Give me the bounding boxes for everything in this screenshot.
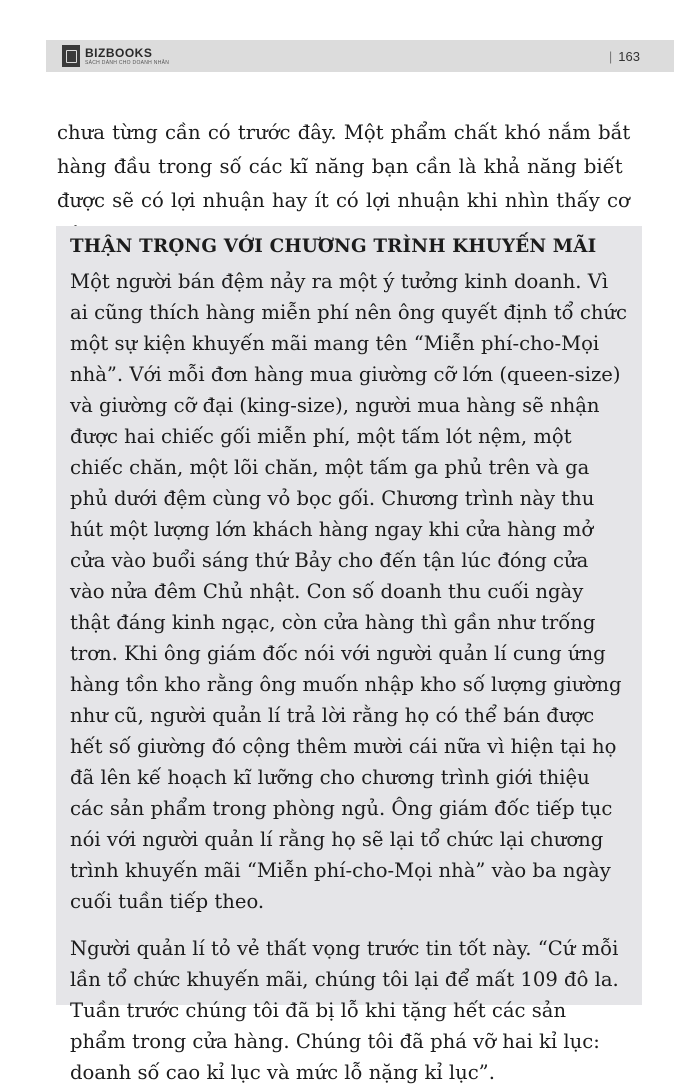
publisher-logo [62,45,169,67]
brand-tagline: SÁCH DÀNH CHO DOANH NHÂN [85,59,170,66]
brand-name: BIZBOOKS [85,45,153,60]
box-paragraph: Một người bán đệm nảy ra một ý tưởng kinh doanh. Vì ai cũng thích hàng miễn phí nên ông quyết định tổ chức một sự kiện khuyến mãi mang tên “Miễn phí-cho-Mọi nhà”. Với mỗi đơn hàng mua giường cỡ lớn (queen-size) và giường cỡ đại (king-size), người mua hàng sẽ nhận được hai chiếc gối miễn phí, một tấm lót nệm, một chiếc chăn, một lõi chăn, một tấm ga phủ trên và ga phủ dưới đệm cùng vỏ bọc gối. Chương trình này thu hút một lượng lớn khách hàng ngay khi cửa hàng mở cửa vào buổi sáng thứ Bảy cho đến tận lúc đóng cửa vào nửa đêm Chủ nhật. Con số doanh thu cuối ngày thật đáng kinh ngạc, còn cửa hàng thì gần như trống trơn. Khi ông giám đốc nói với người quản lí cung ứng hàng tồn kho rằng ông muốn nhập kho số lượng giường như cũ, người quản lí trả lời rằng họ có thể bán được hết số giường đó cộng thêm mười cái nữa vì hiện tại họ đã lên kế hoạch kĩ lưỡng cho chương trình giới thiệu các sản phẩm trong phòng ngủ. Ông giám đốc tiếp tục nói với người quản lí rằng họ sẽ lại tổ chức lại chương trình khuyến mãi “Miễn phí-cho-Mọi nhà” vào ba ngày cuối tuần tiếp theo. [70,270,628,913]
page-number: | 163 [608,48,640,64]
intro-paragraph: chưa từng cần có trước đây. Một phẩm chất khó nắm bắt hàng đầu trong số các kĩ năng bạn cần là khả năng biết được sẽ có lợi nhuận hay ít có lợi nhuận khi nhìn thấy cơ [57,121,631,212]
book-icon [62,45,80,67]
box-title: THẬN TRỌNG VỚI CHƯƠNG TRÌNH KHUYẾN MÃI [70,236,597,257]
sidebar-box [56,226,642,1084]
page-header [46,40,674,72]
page-number-value: 163 [618,48,640,64]
box-paragraph: Người quản lí tỏ vẻ thất vọng trước tin tốt này. “Cứ mỗi lần tổ chức khuyến mãi, chúng tôi lại để mất 109 đô la. Tuần trước chúng tôi đã bị lỗ khi tặng hết các sản phẩm trong cửa hàng. Chúng tôi đã phá vỡ hai kỉ lục: doanh số cao kỉ lục và mức lỗ nặng kỉ lục”. [70,937,619,1084]
